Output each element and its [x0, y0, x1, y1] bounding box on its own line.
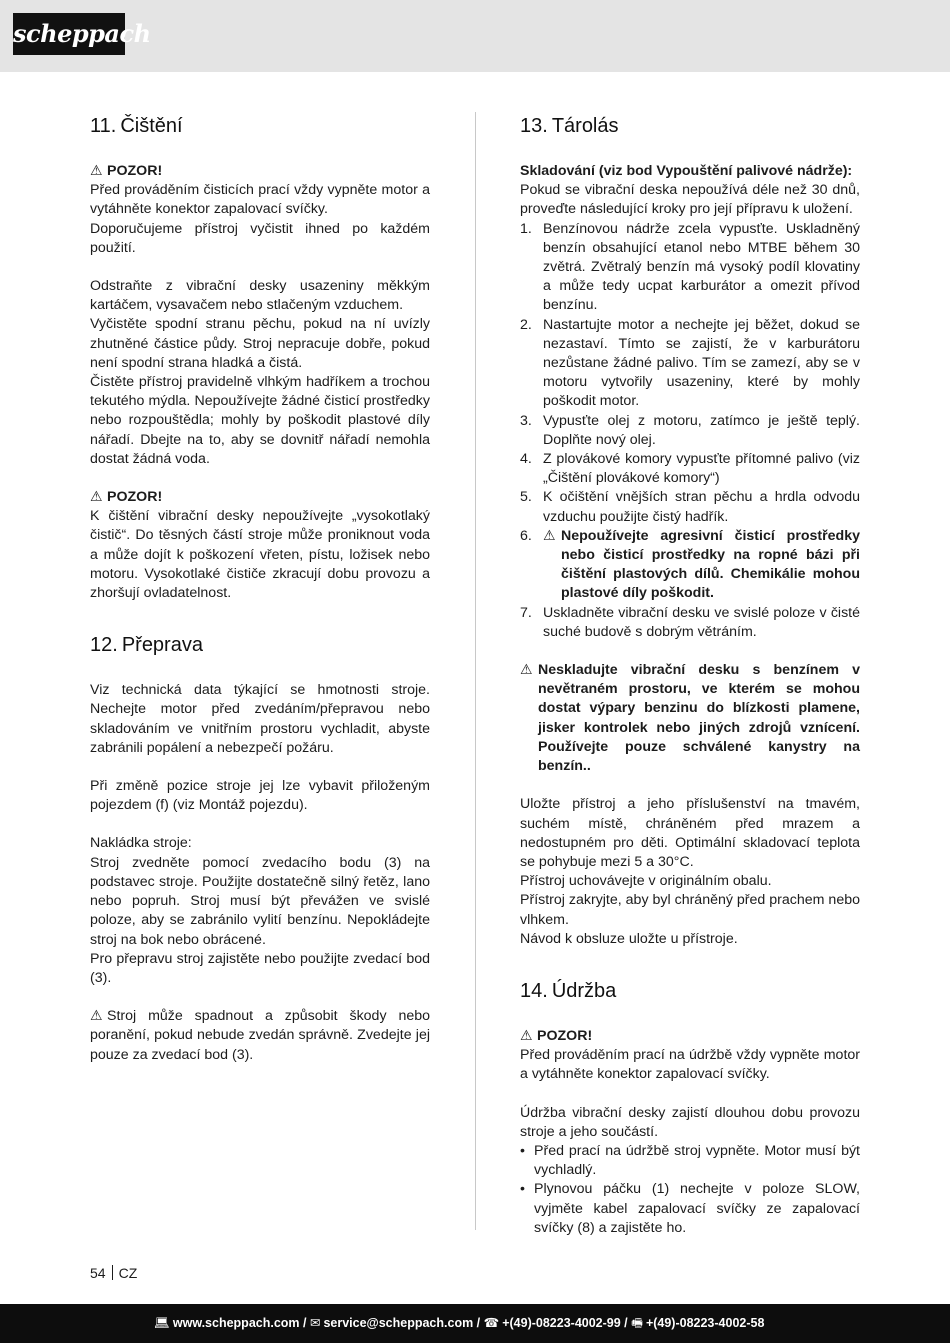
section-title: Přeprava — [121, 634, 203, 657]
list-item: • Před prací na údržbě stroj vypněte. Motor musí být vychladlý. — [520, 1142, 860, 1179]
fax-icon: 🖷︎ — [631, 1316, 643, 1330]
separator — [112, 1265, 113, 1280]
page-header — [0, 0, 950, 72]
paragraph: Nakládka stroje: — [90, 835, 192, 852]
section-number: 11. — [90, 115, 117, 137]
website-link[interactable]: www.scheppach.com — [172, 1316, 300, 1330]
warning-heading — [90, 162, 430, 181]
page-number: 54 CZ — [90, 1265, 138, 1281]
paragraph: Návod k obsluze uložte u přístroje. — [520, 930, 738, 947]
warning-triangle-icon: ⚠ — [90, 489, 103, 506]
section-14-heading — [520, 977, 860, 1005]
column-divider — [475, 112, 476, 1230]
list-item-warning: 6. ⚠ Nepoužívejte agresivní čisticí prostředky nebo čisticí prostředky na ropné bázi při čištění plastových dílů. Chemikálie mohou plastové díly poškodit. — [520, 527, 860, 602]
section-number: 14. — [520, 979, 548, 1002]
warning-paragraph: ⚠ Neskladujte vibrační desku s benzínem v nevětraném prostoru, ve kterém se mohou dostat výpary benzinu do blízkosti plamene, jisker kontrolek nebo jiných zdrojů vznícení. Používejte pouze schválené kanystry na benzín.. — [520, 662, 860, 775]
warning-label: POZOR! — [107, 163, 163, 179]
warning-heading — [90, 488, 430, 507]
paragraph: Přístroj zakryjte, aby byl chráněný před prachem nebo vlhkem. — [520, 892, 860, 928]
email-link[interactable]: service@scheppach.com — [323, 1316, 474, 1330]
paragraph: Při změně pozice stroje jej lze vybavit přiloženým pojezdem (f) (viz Montáž pojezdu). — [90, 778, 430, 814]
paragraph: Vyčistěte spodní stranu pěchu, pokud na ní uvízly zhutněné částice půdy. Stroj nepracuje dobře, pokud není spodní strana hladká a čistá. — [90, 316, 430, 371]
paragraph: Před prováděním čisticích prací vždy vypněte motor a vytáhněte konektor zapalovací svíčky. — [90, 182, 430, 218]
list-item: 2. Nastartujte motor a nechejte jej běžet, dokud se nezastaví. Tímto se zajistí, že v karburátoru nezůstane žádné palivo. Tím se zamezí, aby se v motoru vytvořily usazeniny, které by mohly poškodit motor. — [520, 316, 860, 410]
paragraph: Před prováděním prací na údržbě vždy vypněte motor a vytáhněte konektor zapalovací svíčky. — [520, 1047, 860, 1083]
left-column — [90, 112, 430, 1065]
paragraph: Čistěte přístroj pravidelně vlhkým hadříkem a trochou tekutého mýdla. Nepoužívejte žádné čisticí prostředky nebo rozpouštědla; mohly by poškodit plastové díly nářadí. Dbejte na to, aby se dovnitř nářadí nemohla dostat žádná voda. — [90, 374, 430, 467]
list-item: 4. Z plovákové komory vypusťte přítomné palivo (viz „Čištění plovákové komory“) — [520, 451, 860, 487]
section-title: Tárolás — [551, 115, 619, 137]
section-13-heading — [520, 112, 860, 140]
warning-triangle-icon: ⚠ — [90, 1008, 103, 1025]
warning-triangle-icon: ⚠ — [90, 163, 103, 179]
fax-number: +(49)-08223-4002-58 — [645, 1316, 765, 1330]
list-item: 7. Uskladněte vibrační desku ve svislé poloze v čisté suché budově s dobrým větráním. — [520, 604, 860, 640]
section-12-heading — [90, 631, 430, 659]
section-number: 12. — [90, 634, 118, 657]
paragraph: Odstraňte z vibrační desky usazeniny měkkým kartáčem, vysavačem nebo stlačeným vzduchem. — [90, 278, 430, 314]
paragraph: Doporučujeme přístroj vyčistit ihned po každém použití. — [90, 220, 430, 256]
list-item: • Plynovou páčku (1) nechejte v poloze SLOW, vyjměte kabel zapalovací svíčky ze zapalovací svíčky (8) a zajistěte ho. — [520, 1181, 860, 1236]
paragraph: Pro přepravu stroj zajistěte nebo použijte zvedací bod (3). — [90, 950, 430, 986]
paragraph: Viz technická data týkající se hmotnosti stroje. Nechejte motor před zvedáním/přepravou nebo skladováním ve vnitřním prostoru vychladit, abyste zabránili popálení a nebezpečí požáru. — [90, 682, 430, 756]
warning-paragraph: ⚠ Stroj může spadnout a způsobit škody nebo poranění, pokud nebude zvedán správně. Zvedejte jej pouze za zvedací bod (3). — [90, 1008, 430, 1063]
section-11-heading — [90, 112, 430, 140]
list-item: 1. Benzínovou nádrže zcela vypusťte. Uskladněný benzín obsahující etanol nebo MTBE během 30 zvětrá. Zvětralý benzín má vysoký podíl klovatiny a může tedy ucpat karburátor a omezit přívod benzínu. — [520, 220, 860, 314]
warning-triangle-icon: ⚠ — [520, 662, 533, 679]
paragraph: Pokud se vibrační deska nepoužívá déle než 30 dnů, proveďte následující kroky pro její přípravu k uložení. — [520, 182, 860, 218]
scheppach-logo: scheppach — [13, 13, 125, 55]
warning-heading — [520, 1027, 860, 1046]
section-title: Údržba — [551, 979, 617, 1002]
phone-number: +(49)-08223-4002-99 — [502, 1316, 621, 1330]
paragraph: Uložte přístroj a jeho příslušenství na tmavém, suchém místě, chráněném před mrazem a nedostupném pro děti. Optimální skladovací teplota se pohybuje mezi 5 a 30°C. — [520, 796, 860, 870]
storage-steps-list — [520, 220, 860, 642]
section-number: 13. — [520, 115, 548, 137]
computer-icon: 💻︎ — [154, 1316, 170, 1330]
paragraph: Přístroj uchovávejte v originálním obalu. — [520, 873, 772, 890]
paragraph: Údržba vibrační desky zajistí dlouhou dobu provozu stroje a jeho součástí. — [520, 1104, 860, 1140]
bullet-icon: • — [520, 1142, 525, 1159]
email-icon: ✉ — [309, 1316, 321, 1330]
maintenance-bullets — [520, 1142, 860, 1238]
warning-triangle-icon: ⚠ — [543, 527, 556, 544]
page-footer — [0, 1304, 950, 1343]
warning-triangle-icon: ⚠ — [520, 1027, 533, 1044]
list-item: 3. Vypusťte olej z motoru, zatímco je ještě teplý. Doplňte nový olej. — [520, 412, 860, 448]
list-item: 5. K očištění vnějších stran pěchu a hrdla odvodu vzduchu použijte čistý hadřík. — [520, 489, 860, 525]
warning-label: POZOR! — [537, 1027, 593, 1044]
section-title: Čištění — [120, 115, 183, 137]
subheading: Skladování (viz bod Vypouštění palivové nádrže): — [520, 163, 853, 179]
paragraph: K čištění vibrační desky nepoužívejte „vysokotlaký čistič“. Do těsných částí stroje může proniknout voda a může dojít k poškození vřeten, pístu, ložisek nebo motoru. Vysokotlaké čističe zkracují dobu provozu a zhoršují ovladatelnost. — [90, 508, 430, 602]
warning-label: POZOR! — [107, 489, 163, 506]
right-column — [520, 112, 860, 1238]
phone-icon: ☎ — [483, 1316, 500, 1330]
paragraph: Stroj zvedněte pomocí zvedacího bodu (3) na podstavec stroje. Použijte dostatečně silný řetěz, lano nebo popruh. Stroj musí být převážen ve svislé poloze, aby se zabránilo vylití benzínu. Nepokládejte stroj na bok nebo obrácené. — [90, 854, 430, 948]
contact-line: 💻︎ www.scheppach.com / ✉ service@scheppach.com / ☎ +(49)-08223-4002-99 / 🖷︎ +(49)-08223-4002-58 — [154, 1316, 765, 1330]
bullet-icon: • — [520, 1181, 525, 1198]
